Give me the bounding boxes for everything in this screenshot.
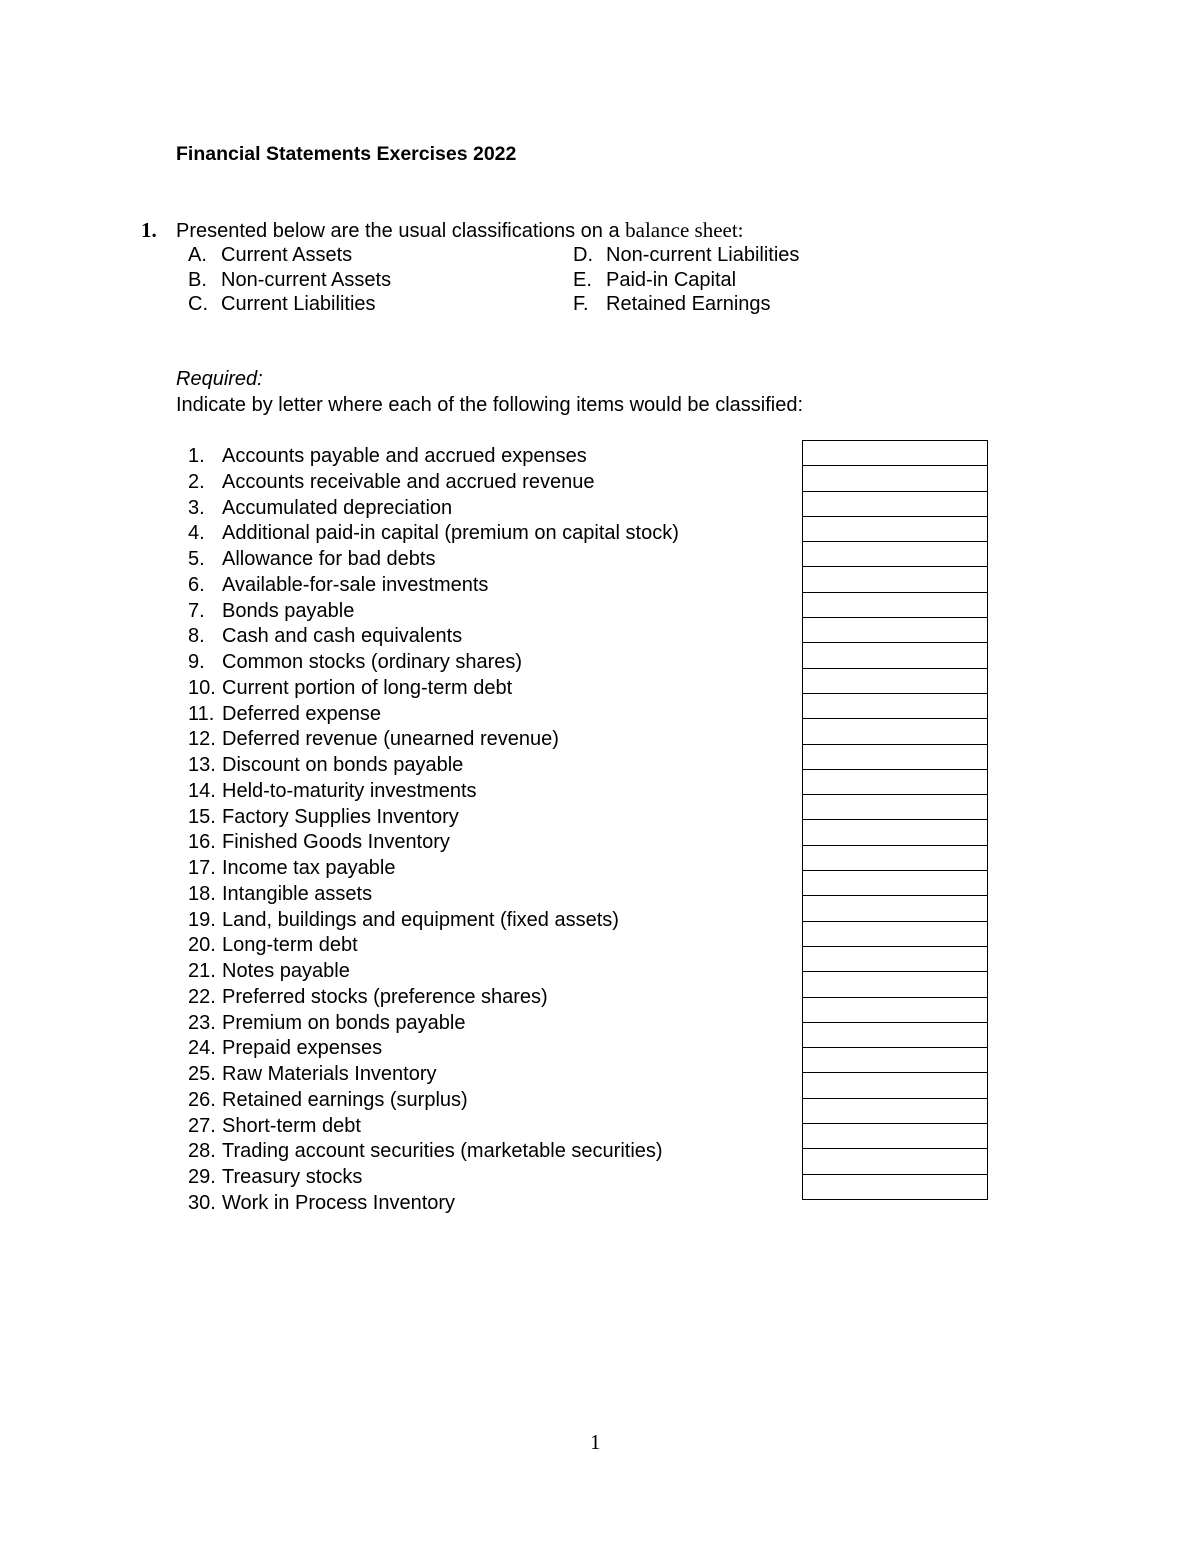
answer-box[interactable] xyxy=(802,567,988,592)
item-number: 10. xyxy=(188,676,216,699)
list-item xyxy=(188,985,679,1011)
answer-box[interactable] xyxy=(802,1124,988,1149)
item-text: Current portion of long-term debt xyxy=(222,676,513,699)
item-number: 15. xyxy=(188,805,216,828)
item-text: Available-for-sale investments xyxy=(222,573,489,596)
answer-box[interactable] xyxy=(802,643,988,668)
item-text: Prepaid expenses xyxy=(222,1037,383,1060)
answer-box[interactable] xyxy=(802,669,988,694)
item-text: Preferred stocks (preference shares) xyxy=(222,985,548,1008)
item-text: Cash and cash equivalents xyxy=(222,625,463,648)
item-number: 25. xyxy=(188,1063,216,1085)
classification-letter: F. xyxy=(573,293,589,315)
page-title: Financial Statements Exercises 2022 xyxy=(176,143,517,165)
item-number: 14. xyxy=(188,779,216,802)
classification-b xyxy=(188,269,391,292)
answer-box[interactable] xyxy=(802,820,988,845)
answer-box[interactable] xyxy=(802,947,988,972)
answer-box[interactable] xyxy=(802,745,988,770)
list-item xyxy=(188,856,679,882)
page-number: 1 xyxy=(590,1430,601,1454)
list-item xyxy=(188,1114,679,1140)
item-text: Common stocks (ordinary shares) xyxy=(222,651,523,673)
item-number: 4. xyxy=(188,522,205,545)
question-intro-serif: balance sheet: xyxy=(625,218,744,242)
list-item xyxy=(188,1191,679,1217)
classification-label: Current Liabilities xyxy=(221,293,376,315)
item-number: 9. xyxy=(188,651,205,673)
classification-label: Non-current Liabilities xyxy=(606,244,800,266)
classification-letter: B. xyxy=(188,269,207,291)
classification-label: Non-current Assets xyxy=(221,269,392,291)
question-number: 1. xyxy=(141,218,157,242)
question-intro-text: Presented below are the usual classifications on a xyxy=(176,220,620,242)
item-text: Trading account securities (marketable securities) xyxy=(222,1140,663,1163)
list-item xyxy=(188,882,679,908)
item-number: 23. xyxy=(188,1011,216,1034)
item-text: Treasury stocks xyxy=(222,1166,363,1188)
item-number: 11. xyxy=(188,702,215,725)
classification-e xyxy=(573,269,736,292)
answer-box[interactable] xyxy=(802,466,988,491)
answer-box[interactable] xyxy=(802,795,988,820)
answer-box[interactable] xyxy=(802,542,988,567)
list-item xyxy=(188,702,679,728)
item-text: Accounts receivable and accrued revenue xyxy=(222,470,595,493)
list-item xyxy=(188,753,679,779)
classification-c xyxy=(188,293,376,316)
item-number: 22. xyxy=(188,985,216,1008)
instruction-text: Indicate by letter where each of the following items would be classified: xyxy=(176,394,804,416)
answer-box[interactable] xyxy=(802,972,988,997)
item-number: 28. xyxy=(188,1140,216,1163)
classification-letter: E. xyxy=(573,269,592,291)
list-item xyxy=(188,1088,679,1114)
answer-box[interactable] xyxy=(802,492,988,517)
list-item xyxy=(188,444,679,470)
list-item xyxy=(188,521,679,547)
item-text: Notes payable xyxy=(222,960,350,982)
list-item xyxy=(188,1011,679,1037)
question-intro xyxy=(176,218,744,243)
classification-f xyxy=(573,293,771,316)
item-text: Accumulated depreciation xyxy=(222,496,453,519)
item-text: Held-to-maturity investments xyxy=(222,779,477,802)
answer-box[interactable] xyxy=(802,719,988,744)
item-text: Raw Materials Inventory xyxy=(222,1063,437,1085)
item-text: Deferred expense xyxy=(222,702,381,725)
list-item xyxy=(188,1062,679,1088)
item-text: Bonds payable xyxy=(222,599,355,622)
item-number: 30. xyxy=(188,1191,216,1214)
classification-label: Paid-in Capital xyxy=(606,269,737,291)
answer-box[interactable] xyxy=(802,998,988,1023)
classification-label: Current Assets xyxy=(221,244,353,266)
list-item xyxy=(188,727,679,753)
list-item xyxy=(188,676,679,702)
item-text: Deferred revenue (unearned revenue) xyxy=(222,728,559,751)
answer-box-column xyxy=(802,440,988,1200)
item-number: 19. xyxy=(188,908,216,931)
list-item xyxy=(188,959,679,985)
classification-d xyxy=(573,244,799,267)
item-text: Premium on bonds payable xyxy=(222,1011,466,1034)
list-item xyxy=(188,470,679,496)
answer-box[interactable] xyxy=(802,1023,988,1048)
item-text: Accounts payable and accrued expenses xyxy=(222,445,587,467)
answer-box[interactable] xyxy=(802,441,988,466)
item-number: 12. xyxy=(188,728,216,751)
classification-letter: D. xyxy=(573,244,593,266)
item-text: Discount on bonds payable xyxy=(222,754,464,776)
answer-box[interactable] xyxy=(802,517,988,542)
item-text: Additional paid-in capital (premium on capital stock) xyxy=(222,522,679,545)
answer-box[interactable] xyxy=(802,846,988,871)
item-number: 5. xyxy=(188,548,205,570)
item-number: 17. xyxy=(188,857,216,879)
item-list xyxy=(188,444,679,1217)
item-text: Factory Supplies Inventory xyxy=(222,805,459,828)
item-text: Short-term debt xyxy=(222,1114,361,1137)
list-item xyxy=(188,830,679,856)
required-label: Required: xyxy=(176,368,263,390)
list-item xyxy=(188,933,679,959)
answer-box[interactable] xyxy=(802,770,988,795)
answer-box[interactable] xyxy=(802,1175,988,1200)
list-item xyxy=(188,496,679,522)
item-number: 27. xyxy=(188,1114,216,1137)
item-text: Land, buildings and equipment (fixed assets) xyxy=(222,908,619,931)
item-number: 16. xyxy=(188,831,216,854)
item-text: Finished Goods Inventory xyxy=(222,831,450,854)
classification-a xyxy=(188,244,352,267)
item-text: Retained earnings (surplus) xyxy=(222,1088,468,1111)
list-item xyxy=(188,547,679,573)
item-text: Intangible assets xyxy=(222,882,373,905)
item-number: 29. xyxy=(188,1166,216,1188)
item-number: 21. xyxy=(188,960,216,982)
answer-box[interactable] xyxy=(802,1073,988,1098)
item-text: Long-term debt xyxy=(222,934,358,957)
list-item xyxy=(188,908,679,934)
classification-label: Retained Earnings xyxy=(606,293,771,315)
answer-box[interactable] xyxy=(802,1149,988,1174)
answer-box[interactable] xyxy=(802,871,988,896)
answer-box[interactable] xyxy=(802,922,988,947)
list-item xyxy=(188,805,679,831)
list-item xyxy=(188,624,679,650)
item-number: 2. xyxy=(188,470,205,493)
item-number: 6. xyxy=(188,573,205,596)
item-number: 8. xyxy=(188,625,205,648)
item-number: 18. xyxy=(188,882,216,905)
list-item xyxy=(188,573,679,599)
item-text: Allowance for bad debts xyxy=(222,548,436,570)
classification-letter: A. xyxy=(188,244,207,266)
item-text: Work in Process Inventory xyxy=(222,1191,456,1214)
item-number: 20. xyxy=(188,934,216,957)
answer-box[interactable] xyxy=(802,618,988,643)
item-number: 1. xyxy=(188,445,205,467)
list-item xyxy=(188,599,679,625)
item-number: 3. xyxy=(188,496,205,519)
answer-box[interactable] xyxy=(802,694,988,719)
item-number: 24. xyxy=(188,1037,216,1060)
item-number: 13. xyxy=(188,754,216,776)
answer-box[interactable] xyxy=(802,1099,988,1124)
list-item xyxy=(188,1036,679,1062)
item-text: Income tax payable xyxy=(222,857,396,879)
answer-box[interactable] xyxy=(802,896,988,921)
answer-box[interactable] xyxy=(802,593,988,618)
item-number: 26. xyxy=(188,1088,216,1111)
item-number: 7. xyxy=(188,599,205,622)
classification-letter: C. xyxy=(188,293,208,315)
list-item xyxy=(188,650,679,676)
answer-box[interactable] xyxy=(802,1048,988,1073)
list-item xyxy=(188,779,679,805)
list-item xyxy=(188,1165,679,1191)
list-item xyxy=(188,1139,679,1165)
